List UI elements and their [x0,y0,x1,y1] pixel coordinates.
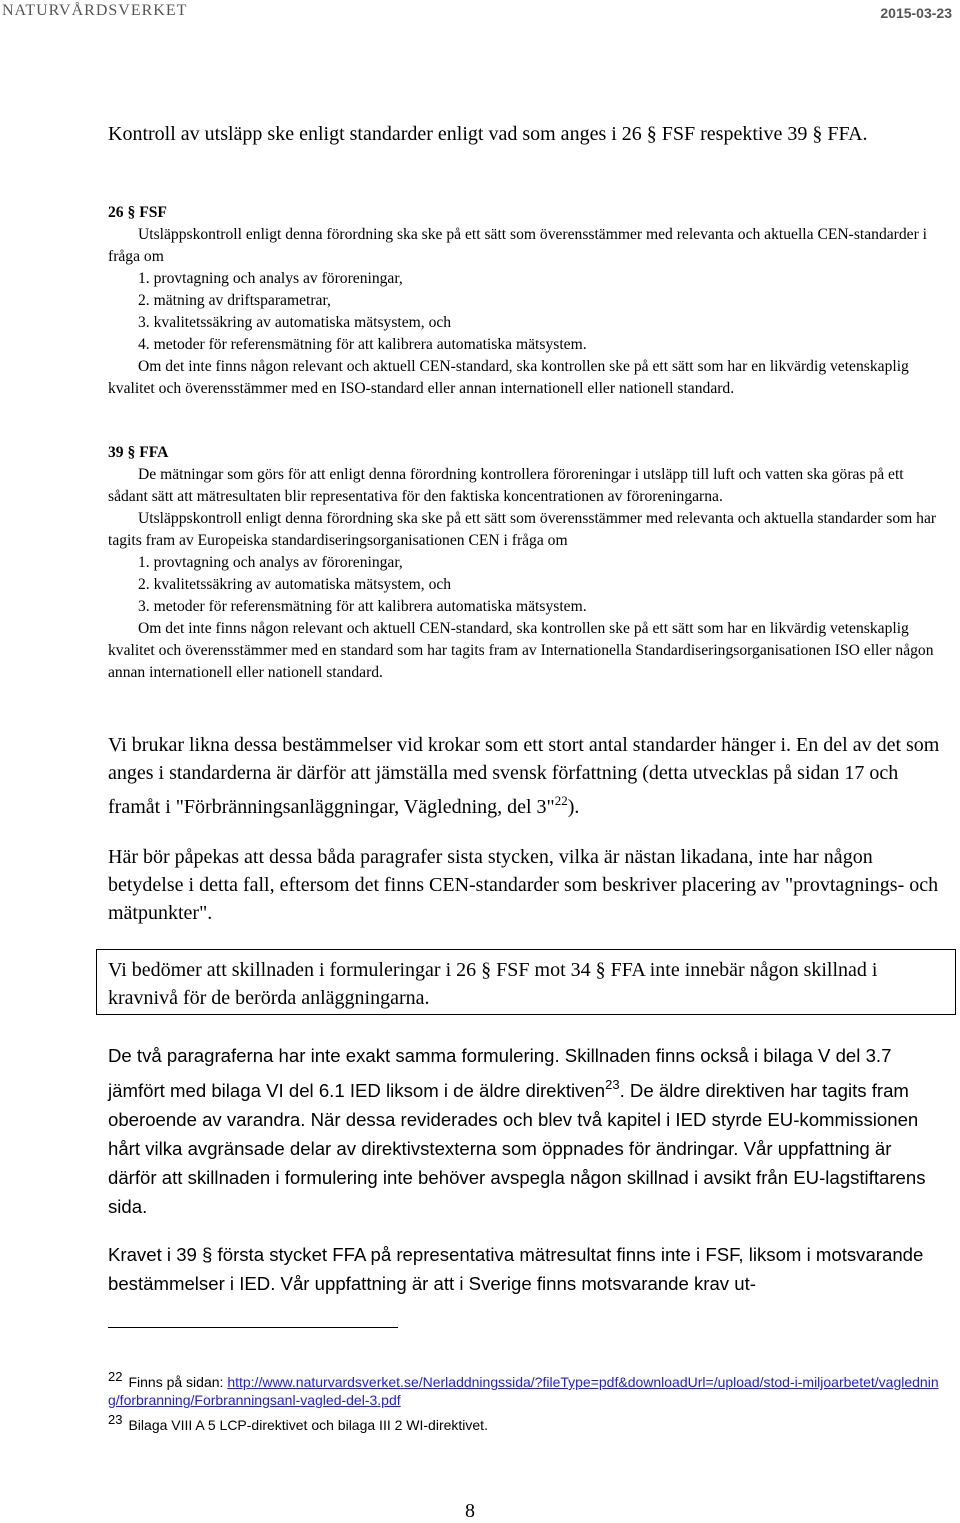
footnote-text: Finns på sidan: [128,1374,228,1390]
ffa39-paragraph-2: Utsläppskontroll enligt denna förordning ska ske på ett sätt som överensstämmer med relevanta och aktuella standarder som har tagits fram av Europeiska standardiseringsorganisationen CEN i fråga om [108,510,937,549]
ffa39-closing: Om det inte finns någon relevant och aktuell CEN-standard, ska kontrollen ske på ett sätt som har en likvärdig vetenskaplig kvalitet och överensstämmer med en standard som har tagits fram av Internationella Standardiseringsorganisationen ISO eller någon annan internationell eller nationell standard. [108,620,934,681]
header-date: 2015-03-23 [880,5,952,21]
ffa39-item: 1. provtagning och analys av föroreningar, [138,554,403,571]
body-paragraph-3-end: . De äldre direktiven har tagits fram oberoende av varandra. När dessa reviderades och blev två kapitel i IED styrde EU-kommissionen hårt vilka avgränsade delar av direktivstexterna som öppnades för ändringar. Vår uppfattning är därför att skillnaden i formulering inte behöver avspegla någon skillnad i avsikt från EU-lagstiftarens sida. [108,1080,926,1217]
fsf26-closing: Om det inte finns någon relevant och aktuell CEN-standard, ska kontrollen ske på ett sätt som har en likvärdig vetenskaplig kvalitet och överensstämmer med en ISO-standard eller annan internationell eller nationell standard. [108,358,909,397]
footnote-text: Bilaga VIII A 5 LCP-direktivet och bilaga III 2 WI-direktivet. [128,1417,488,1433]
intro-paragraph: Kontroll av utsläpp ske enligt standarder enligt vad som anges i 26 § FSF respektive 39 § FFA. [108,123,868,145]
header-org: NATURVÅRDSVERKET [2,2,188,19]
body-paragraph-1-end: ). [567,796,580,818]
fsf26-item: 4. metoder för referensmätning för att kalibrera automatiska mätsystem. [138,336,587,353]
body-paragraph-3 [108,1041,940,1221]
footnote-22 [108,1368,948,1409]
fsf26-heading: 26 § FSF [108,204,167,221]
body-paragraph-1-text: Vi brukar likna dessa bestämmelser vid krokar som ett stort antal standarder hänger i. En del av det som anges i standarderna är därför att jämställa med svensk författning (detta utvecklas på sidan 17 och framåt i "Förbränningsanläggningar, Vägledning, del 3" [108,734,940,818]
footnote-23 [108,1411,948,1434]
page-number: 8 [465,1500,475,1522]
footnote-number: 22 [108,1369,123,1384]
fsf26-intro: Utsläppskontroll enligt denna förordning ska ske på ett sätt som överensstämmer med relevanta och aktuella CEN-standarder i fråga om [108,226,927,265]
ffa39-paragraph-1: De mätningar som görs för att enligt denna förordning kontrollera föroreningar i utsläpp till luft och vatten ska göras på ett sådant sätt att mätresultaten blir representativa för den faktiska koncentrationen av föroreningarna. [108,466,904,505]
footnote-ref-23[interactable]: 23 [605,1077,620,1092]
footnote-number: 23 [108,1412,123,1427]
footnote-ref-22[interactable]: 22 [554,793,568,808]
body-paragraph-4: Kravet i 39 § första stycket FFA på representativa mätresultat finns inte i FSF, liksom i motsvarande bestämmelser i IED. Vår uppfattning är att i Sverige finns motsvarande krav ut- [108,1244,924,1294]
body-paragraph-1 [108,731,940,821]
ffa39-section [108,442,940,684]
ffa39-heading: 39 § FFA [108,444,169,461]
body-paragraph-2: Här bör påpekas att dessa båda paragrafer sista stycken, vilka är nästan likadana, inte har någon betydelse i detta fall, eftersom det finns CEN-standarder som beskriver placering av "provtagnings- och mätpunkter". [108,846,939,924]
conclusion-text: Vi bedömer att skillnaden i formuleringar i 26 § FSF mot 34 § FFA inte innebär någon skillnad i kravnivå för de berörda anläggningarna. [108,959,878,1009]
ffa39-item: 3. metoder för referensmätning för att kalibrera automatiska mätsystem. [138,598,587,615]
footnote-separator [108,1327,398,1328]
body-paragraph-3-start: De två paragraferna har inte exakt samma formulering. Skillnaden finns också i bilaga V del 3.7 jämfört med bilaga VI del 6.1 IED liksom i de äldre direktiven [108,1045,892,1101]
fsf26-item: 2. mätning av driftsparametrar, [138,292,331,309]
fsf26-item: 3. kvalitetssäkring av automatiska mätsystem, och [138,314,452,331]
fsf26-item: 1. provtagning och analys av föroreningar, [138,270,403,287]
ffa39-item: 2. kvalitetssäkring av automatiska mätsystem, och [138,576,452,593]
fsf26-section [108,202,940,400]
footnote-link[interactable]: http://www.naturvardsverket.se/Nerladdningssida/?fileType=pdf&downloadUrl=/upload/stod-i-miljoarbetet/vagledning/forbranning/Forbranningsanl-vagled-del-3.pdf [108,1374,939,1408]
